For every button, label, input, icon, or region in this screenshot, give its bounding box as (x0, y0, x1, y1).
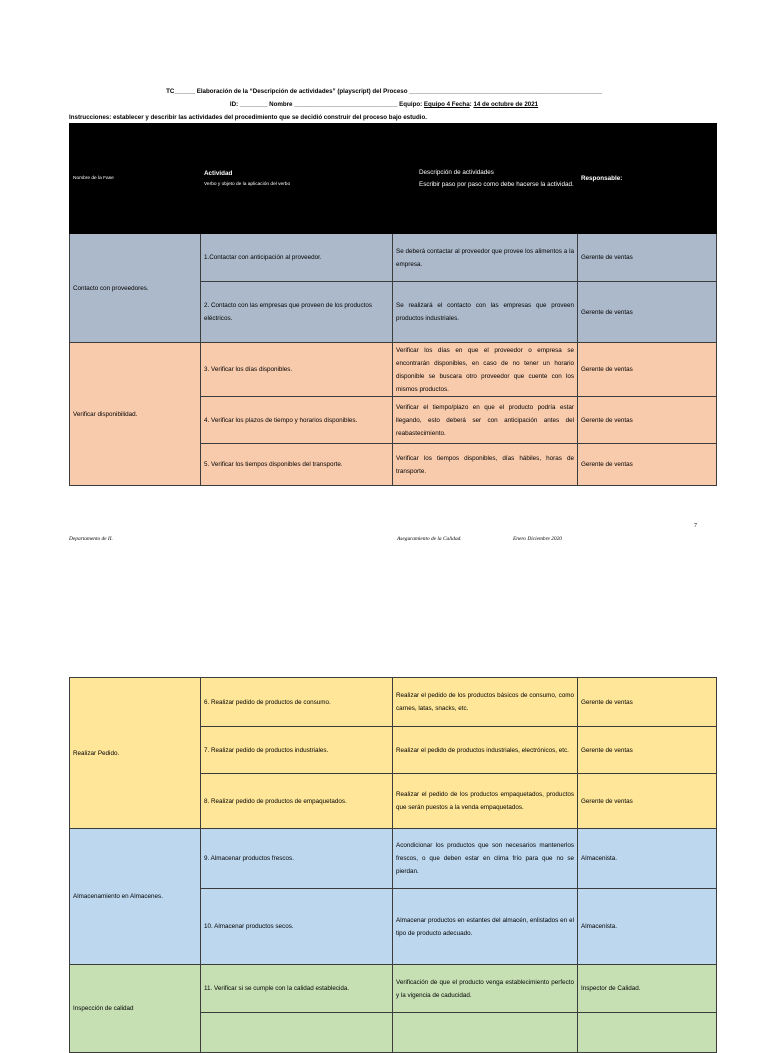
table-header-row (70, 124, 717, 234)
footer-period: Enero Diciembre 2020 (513, 536, 563, 542)
activities-table-page2 (69, 677, 717, 1053)
table-row (70, 343, 717, 397)
description-cell: Acondicionar los productos que son necesarios mantenerlos frescos, o que deben estar en clima frío para que no se pierdan. (393, 829, 578, 889)
activity-cell: 3. Verificar los días disponibles. (201, 343, 393, 397)
responsible-cell: Almacenista. (578, 889, 717, 965)
header-description (393, 124, 578, 234)
description-cell: Verificación de que el producto venga establecimiento perfecto y la vigencia de caducidad. (393, 965, 578, 1013)
activity-cell: 9. Almacenar productos frescos. (201, 829, 393, 889)
activity-cell: 6. Realizar pedido de productos de consumo. (201, 678, 393, 727)
phase-name-cell: Realizar Pedido. (70, 678, 201, 829)
description-cell (393, 1013, 578, 1053)
responsible-cell: Gerente de ventas (578, 343, 717, 397)
footer-area: Aseguramiento de la Calidad. (397, 536, 462, 542)
activity-cell: 7. Realizar pedido de productos industriales. (201, 727, 393, 774)
description-cell: Verificar los días en que el proveedor o empresa se encontrarán disponibles, en caso de no tener un horario disponible se buscara otro proveedor que cuente con los mismos productos. (393, 343, 578, 397)
activity-cell: 5. Verificar los tiempos disponibles del transporte. (201, 444, 393, 486)
header-responsible: Responsable: (578, 124, 717, 234)
activity-cell (201, 1013, 393, 1053)
description-cell: Realizar el pedido de los productos empaquetados, productos que serán puestos a la venda empaquetados. (393, 774, 578, 829)
header-description-title: Descripción de actividades (419, 168, 494, 176)
date-separator: : (469, 101, 474, 108)
table-row (70, 965, 717, 1013)
phase-name-cell: Verificar disponibilidad. (70, 343, 201, 486)
header-activity (201, 124, 393, 234)
description-cell: Almacenar productos en estantes del almacén, enlistados en el tipo de producto adecuado. (393, 889, 578, 965)
activity-cell: 1.Contactar con anticipación al proveedor. (201, 234, 393, 282)
page-number: 7 (694, 523, 697, 529)
footer-department: Departamento de II. (69, 536, 113, 542)
responsible-cell: Gerente de ventas (578, 282, 717, 343)
phase-name-cell: Almacenamiento en Almacenes. (70, 829, 201, 965)
responsible-cell: Gerente de ventas (578, 397, 717, 444)
activity-cell: 4. Verificar los plazos de tiempo y horarios disponibles. (201, 397, 393, 444)
id-name-team-date-line (0, 101, 768, 109)
description-cell: Verificar el tiempo/plazo en que el producto podría estar llegando, esto deberá ser con anticipación antes del reabastecimiento. (393, 397, 578, 444)
table-row (70, 234, 717, 282)
responsible-cell: Gerente de ventas (578, 678, 717, 727)
document-title-line: TC______ Elaboración de la “Descripción de actividades” (playscript) del Proceso ________________________________________________________ (166, 88, 602, 95)
id-name-team-label: ID: ________ Nombre ______________________________ Equipo: (229, 101, 424, 108)
responsible-cell: Gerente de ventas (578, 727, 717, 774)
table-row (70, 678, 717, 727)
description-cell: Verificar los tiempos disponibles, días hábiles, horas de transporte. (393, 444, 578, 486)
team-value: Equipo 4 Fecha (423, 101, 470, 108)
activity-cell: 10. Almacenar productos secos. (201, 889, 393, 965)
responsible-cell: Gerente de ventas (578, 774, 717, 829)
date-value: 14 de octubre de 2021 (473, 101, 539, 108)
activities-table-page1 (69, 123, 717, 486)
phase-name-cell: Contacto con proveedores. (70, 234, 201, 343)
header-activity-hint: Verbo y objeto de la aplicación del verbo (204, 181, 291, 187)
responsible-cell: Gerente de ventas (578, 234, 717, 282)
instructions-text: Instrucciones: establecer y describir las actividades del procedimiento que se decidió construir del proceso bajo estudio. (69, 114, 427, 121)
activity-cell: 2. Contacto con las empresas que proveen de los productos eléctricos. (201, 282, 393, 343)
header-phase-name: Nombre de la Fase (70, 124, 201, 234)
responsible-cell: Inspector de Calidad. (578, 965, 717, 1013)
header-description-hint: Escribir paso por paso como debe hacerse la actividad. (419, 180, 574, 188)
activity-cell: 11. Verificar si se cumple con la calidad establecida. (201, 965, 393, 1013)
activity-cell: 8. Realizar pedido de productos de empaquetados. (201, 774, 393, 829)
description-cell: Realizar el pedido de los productos básicos de consumo, como carnes, latas, snacks, etc. (393, 678, 578, 727)
description-cell: Realizar el pedido de productos industriales, electrónicos, etc. (393, 727, 578, 774)
table-row (70, 829, 717, 889)
responsible-cell (578, 1013, 717, 1053)
description-cell: Se deberá contactar al proveedor que provee los alimentos a la empresa. (393, 234, 578, 282)
phase-name-cell: Inspección de calidad (70, 965, 201, 1053)
description-cell: Se realizará el contacto con las empresas que proveen productos industriales. (393, 282, 578, 343)
responsible-cell: Gerente de ventas (578, 444, 717, 486)
header-activity-title: Actividad (204, 169, 233, 177)
responsible-cell: Almacenista. (578, 829, 717, 889)
